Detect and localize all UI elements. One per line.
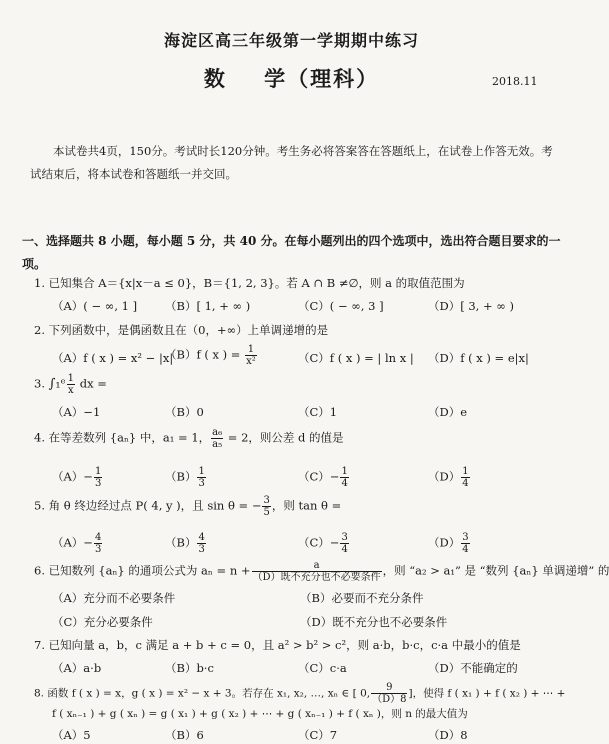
section-heading: 一、选择题共 8 小题，每小题 5 分，共 40 分。在每小题列出的四个选项中，选出符合题目要求的一项。 [22, 234, 561, 271]
question-2-option-a: （A）f ( x ) = x² − |x| [52, 351, 174, 365]
exam-instructions: 本试卷共4页，150分。考试时长120分钟。考生务必将答案答在答题纸上，在试卷上作答无效。考试结束后，将本试卷和答题纸一并交回。 [30, 144, 553, 181]
question-4-stem: 4. 在等差数列 {aₙ} 中，a₁ = 1， $\frac{\text{a₆}}{\text{a₅}}$ = 2，则公差 d 的值是 [34, 427, 344, 450]
question-1-stem: 1. 已知集合 A＝{x|x－a ≤ 0}，B＝{1, 2, 3}。若 A ∩ B ≠∅，则 a 的取值范围为 [34, 276, 465, 290]
question-8-stem-line2: f ( xₙ₋₁ ) + g ( xₙ ) = g ( x₁ ) + g ( x₂ ) + ⋯ + g ( xₙ₋₁ ) + f ( xₙ )，则 n 的最大值为 [52, 708, 468, 720]
fraction: $\frac{\text{a₆}}{\text{a₅}}$ [212, 427, 223, 450]
question-8-option-a: （A）5 [52, 728, 91, 742]
question-8-stem-line1: 8. 函数 f ( x ) = x，g ( x ) = x² − x + 3。若存在 x₁, x₂, …, xₙ ∈ [ 0, $\frac{9}{(D)8}$ ]，使得 f ( x₁ ) + f ( x₂ ) + ⋯ + [34, 682, 566, 705]
question-7-option-b: （B）b·c [165, 661, 214, 675]
question-7-option-d: （D）不能确定的 [428, 661, 518, 675]
question-6-option-a: （A）充分而不必要条件 [52, 591, 176, 605]
exam-date: 2018.11 [492, 75, 538, 88]
fraction: $\frac{1}{4}$ [341, 466, 348, 489]
question-6-option-c: （C）充分必要条件 [52, 615, 153, 629]
question-8-option-d: （D）8 [428, 728, 468, 742]
fraction: $\frac{3}{5}$ [263, 495, 270, 518]
question-8-option-b: （B）6 [165, 728, 204, 742]
fraction: $\frac{3}{4}$ [462, 532, 469, 555]
question-5-option-b: （B） $\frac{4}{3}$ [165, 532, 205, 555]
fraction: $\frac{1}{\text{x²}}$ [246, 344, 256, 367]
fraction: $\frac{4}{3}$ [198, 532, 205, 555]
question-1-option-d: （D）[ 3, + ∞ ) [428, 299, 515, 313]
fraction: $\frac{1}{4}$ [462, 466, 469, 489]
question-1-option-a: （A）( − ∞, 1 ] [52, 299, 138, 313]
question-4-option-d: （D） $\frac{1}{4}$ [428, 466, 469, 489]
fraction: $\frac{1}{3}$ [198, 466, 205, 489]
question-4-option-a: （A）− $\frac{1}{3}$ [52, 466, 102, 489]
question-6-option-b: （B）必要而不充分条件 [300, 591, 424, 605]
question-8-option-c: （C）7 [298, 728, 338, 742]
question-7-stem: 7. 已知向量 a，b，c 满足 a + b + c = 0，且 a² > b² > c²，则 a·b，b·c，c·a 中最小的值是 [34, 638, 521, 652]
question-4-option-b: （B） $\frac{1}{3}$ [165, 466, 205, 489]
question-5-stem: 5. 角 θ 终边经过点 P( 4, y )，且 sin θ = − $\frac{3}{5}$ ，则 tan θ = [34, 495, 342, 518]
question-2-option-d: （D）f ( x ) = e|x| [428, 351, 529, 365]
fraction: $\frac{a}{\text{（D）既不充分也不必要条件}}$ [252, 560, 381, 583]
fraction: $\frac{1}{x}$ [67, 373, 75, 396]
question-6-option-d: （D）既不充分也不必要条件 [300, 615, 448, 629]
question-2-option-c: （C）f ( x ) = | ln x | [298, 351, 414, 365]
fraction: $\frac{4}{3}$ [94, 532, 102, 555]
question-1-option-c: （C）( − ∞, 3 ] [298, 299, 384, 313]
fraction: $\frac{9}{(D)8}$ [372, 682, 407, 705]
question-1-option-b: （B）[ 1, + ∞ ) [165, 299, 251, 313]
question-5-option-d: （D） $\frac{3}{4}$ [428, 532, 469, 555]
exam-title: 海淀区高三年级第一学期期中练习 [163, 31, 419, 50]
question-2-stem: 2. 下列函数中，是偶函数且在（0，+∞）上单调递增的是 [34, 323, 329, 337]
question-3-option-c: （C）1 [298, 405, 338, 419]
question-5-option-a: （A）− $\frac{4}{3}$ [52, 532, 102, 555]
question-2-option-b: （B）f ( x ) = $\frac{1}{\text{x²}}$ [165, 344, 256, 367]
question-3-option-a: （A）−1 [52, 405, 101, 419]
fraction: $\frac{1}{3}$ [94, 466, 102, 489]
question-6-stem: 6. 已知数列 {aₙ} 的通项公式为 aₙ = n + $\frac{a}{\text{（D）既不充分也不必要条件}}$ ，则 “a₂ > a₁” 是 “数列 {aₙ} 单调递增” 的 [34, 560, 609, 583]
question-3-option-b: （B）0 [165, 405, 204, 419]
question-3-stem: 3. ∫₁ᵉ $\frac{1}{x}$ dx = [34, 373, 107, 396]
fraction: $\frac{3}{4}$ [341, 532, 348, 555]
question-3-option-d: （D）e [428, 405, 468, 419]
question-7-option-a: （A）a·b [52, 661, 102, 675]
question-4-option-c: （C）− $\frac{1}{4}$ [298, 466, 348, 489]
question-5-option-c: （C）− $\frac{3}{4}$ [298, 532, 348, 555]
exam-subtitle: 数 学（理科） [203, 66, 380, 91]
question-7-option-c: （C）c·a [298, 661, 347, 675]
